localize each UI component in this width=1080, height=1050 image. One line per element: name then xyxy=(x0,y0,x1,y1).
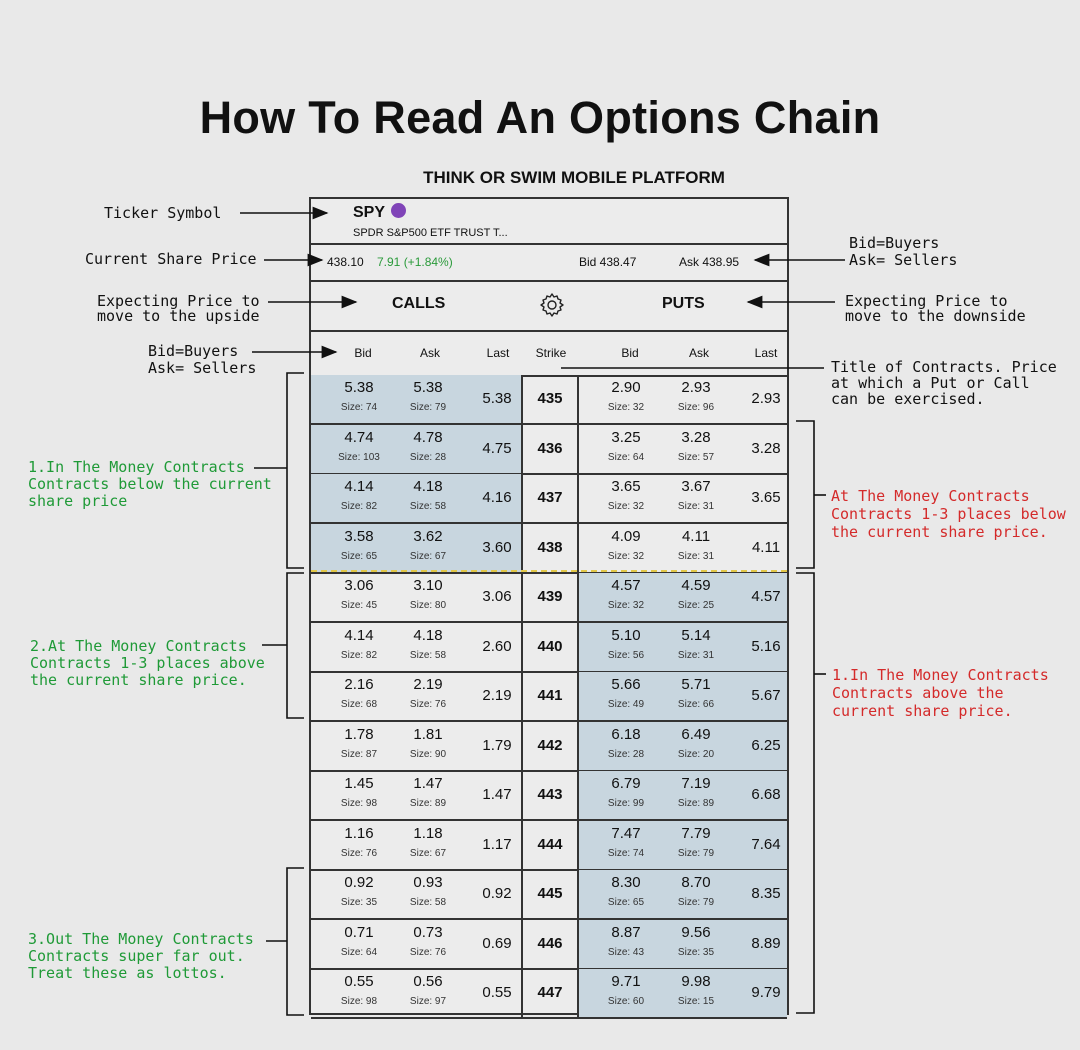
put-bid-size: Size: 56 xyxy=(607,649,645,661)
call-last: 3.60 xyxy=(482,538,512,556)
call-bid-size: Size: 87 xyxy=(340,748,378,760)
put-bid[interactable]: 8.87 xyxy=(611,923,641,941)
call-ask-size: Size: 97 xyxy=(409,996,447,1007)
call-ask[interactable]: 3.62 xyxy=(413,527,443,545)
strike-price: 436 xyxy=(537,439,563,457)
ticker-text: SPY xyxy=(353,204,386,221)
put-bid[interactable]: 3.25 xyxy=(611,428,641,446)
ask-quote: Ask 438.95 xyxy=(679,255,740,269)
put-ask[interactable]: 9.56 xyxy=(681,923,711,941)
put-last: 9.79 xyxy=(751,984,781,1001)
put-bid-size: Size: 32 xyxy=(607,501,645,512)
strike-price: 435 xyxy=(537,390,563,407)
put-bid-size: Size: 32 xyxy=(607,402,645,413)
put-bid[interactable]: 6.79 xyxy=(611,775,641,792)
put-ask[interactable]: 2.93 xyxy=(681,379,711,396)
col-call-ask: Ask xyxy=(419,346,440,360)
call-ask-size: Size: 79 xyxy=(409,402,447,413)
bid-quote: Bid 438.47 xyxy=(579,255,637,269)
put-last: 4.57 xyxy=(751,588,781,605)
col-call-last: Last xyxy=(486,346,510,360)
put-last: 4.11 xyxy=(751,538,781,556)
put-ask[interactable]: 7.79 xyxy=(681,824,711,842)
call-ask-size: Size: 58 xyxy=(409,649,447,661)
put-ask-size: Size: 31 xyxy=(677,550,715,562)
call-bid[interactable]: 3.06 xyxy=(344,577,374,594)
call-ask[interactable]: 5.38 xyxy=(413,379,443,396)
bracket-puts-itm xyxy=(796,573,814,1013)
call-last: 4.75 xyxy=(482,439,512,457)
call-ask[interactable]: 4.18 xyxy=(413,626,443,644)
call-ask[interactable]: 4.18 xyxy=(413,478,443,495)
put-ask[interactable]: 3.28 xyxy=(681,428,711,446)
col-put-bid: Bid xyxy=(621,346,639,360)
call-ask[interactable]: 1.18 xyxy=(413,824,443,842)
put-bid[interactable]: 8.30 xyxy=(611,874,641,891)
label-puts-atm-line2: Contracts 1-3 places below xyxy=(831,505,1066,523)
put-bid[interactable]: 5.66 xyxy=(611,676,641,693)
label-calls-atm-line3: the current share price. xyxy=(30,671,247,689)
bracket-calls-otm xyxy=(287,868,304,1015)
label-calls-atm-line1: 2.At The Money Contracts xyxy=(30,637,247,655)
call-bid-size: Size: 74 xyxy=(340,402,378,413)
put-last: 8.89 xyxy=(751,934,781,952)
bracket-calls-atm xyxy=(287,573,304,718)
call-ask-size: Size: 58 xyxy=(409,501,447,512)
strike-price: 442 xyxy=(537,736,563,754)
put-ask[interactable]: 5.71 xyxy=(681,676,711,693)
share-price: 438.10 xyxy=(327,255,364,269)
put-ask-size: Size: 15 xyxy=(677,996,715,1007)
calls-tab[interactable]: CALLS xyxy=(392,295,446,312)
label-puts-itm-line1: 1.In The Money Contracts xyxy=(832,666,1049,684)
call-bid-size: Size: 45 xyxy=(340,600,378,611)
put-last: 8.35 xyxy=(751,885,781,902)
platform-subtitle: THINK OR SWIM MOBILE PLATFORM xyxy=(423,168,725,187)
put-last: 6.68 xyxy=(751,786,781,803)
call-ask[interactable]: 1.47 xyxy=(413,775,443,792)
put-bid-size: Size: 28 xyxy=(607,748,645,760)
put-bid-size: Size: 65 xyxy=(607,897,645,908)
page-title: How To Read An Options Chain xyxy=(199,92,881,143)
call-last: 2.19 xyxy=(482,687,512,704)
put-last: 2.93 xyxy=(751,390,781,407)
put-last: 3.28 xyxy=(751,439,781,457)
ticker-fullname: SPDR S&P500 ETF TRUST T... xyxy=(353,227,508,239)
call-bid-size: Size: 98 xyxy=(340,798,378,809)
put-bid[interactable]: 7.47 xyxy=(611,824,641,842)
col-put-last: Last xyxy=(754,346,778,360)
call-ask-size: Size: 90 xyxy=(409,748,447,760)
puts-tab[interactable]: PUTS xyxy=(662,295,705,312)
call-bid-size: Size: 103 xyxy=(338,451,380,463)
call-bid[interactable]: 1.78 xyxy=(344,725,374,743)
price-change: 7.91 (+1.84%) xyxy=(377,255,453,269)
call-ask-size: Size: 67 xyxy=(409,550,447,562)
strike-price: 443 xyxy=(537,786,563,803)
label-upside-line1: Expecting Price to xyxy=(97,292,260,310)
label-downside-line1: Expecting Price to xyxy=(845,292,1008,310)
call-ask[interactable]: 4.78 xyxy=(413,428,443,446)
label-bid-ask-right-line2: Ask= Sellers xyxy=(849,251,958,269)
label-title-contracts-line2: at which a Put or Call xyxy=(831,374,1030,392)
call-bid[interactable]: 3.58 xyxy=(344,527,374,545)
call-bid-size: Size: 65 xyxy=(340,550,378,562)
put-bid-size: Size: 60 xyxy=(607,996,645,1007)
call-bid[interactable]: 1.16 xyxy=(344,824,374,842)
call-ask-size: Size: 67 xyxy=(409,847,447,859)
call-bid[interactable]: 4.14 xyxy=(344,626,374,644)
call-ask-size: Size: 76 xyxy=(409,699,447,710)
label-calls-otm-line1: 3.Out The Money Contracts xyxy=(28,930,254,948)
put-ask-size: Size: 20 xyxy=(677,748,715,760)
put-ask[interactable]: 4.59 xyxy=(681,577,711,594)
put-ask-size: Size: 66 xyxy=(677,699,715,710)
label-puts-itm-line3: current share price. xyxy=(832,702,1013,720)
call-ask[interactable]: 0.56 xyxy=(413,973,443,990)
strike-price: 447 xyxy=(537,984,563,1001)
call-ask-size: Size: 58 xyxy=(409,897,447,908)
call-bid-size: Size: 82 xyxy=(340,649,378,661)
label-bid-ask-right-line1: Bid=Buyers xyxy=(849,234,940,252)
call-bid-size: Size: 76 xyxy=(340,847,378,859)
put-ask[interactable]: 5.14 xyxy=(681,626,711,644)
strike-price: 446 xyxy=(537,934,563,952)
put-ask[interactable]: 4.11 xyxy=(681,527,711,545)
strike-price: 445 xyxy=(537,885,563,902)
call-bid[interactable]: 0.92 xyxy=(344,874,374,891)
label-bid-ask-left-line2: Ask= Sellers xyxy=(148,359,257,377)
put-bid[interactable]: 5.10 xyxy=(611,626,641,644)
put-last: 6.25 xyxy=(751,736,781,754)
label-calls-otm-line3: Treat these as lottos. xyxy=(28,964,227,982)
label-title-contracts-line1: Title of Contracts. Price xyxy=(831,358,1057,376)
call-last: 1.17 xyxy=(482,835,512,853)
label-upside-line2: move to the upside xyxy=(97,307,260,325)
call-bid[interactable]: 4.14 xyxy=(344,478,374,495)
put-bid-size: Size: 32 xyxy=(607,550,645,562)
call-ask[interactable]: 0.73 xyxy=(413,923,443,941)
call-bid[interactable]: 1.45 xyxy=(344,775,374,792)
call-last: 4.16 xyxy=(482,489,512,506)
bracket-puts-atm xyxy=(796,421,814,568)
put-bid[interactable]: 2.90 xyxy=(611,379,641,396)
label-calls-itm-line3: share price xyxy=(28,492,128,510)
call-ask-size: Size: 76 xyxy=(409,946,447,958)
label-calls-otm-line2: Contracts super far out. xyxy=(28,947,245,965)
label-ticker-symbol: Ticker Symbol xyxy=(104,204,222,222)
col-put-ask: Ask xyxy=(688,346,709,360)
put-ask-size: Size: 35 xyxy=(677,946,715,958)
put-last: 3.65 xyxy=(751,489,781,506)
put-last: 7.64 xyxy=(751,835,781,853)
label-calls-atm-line2: Contracts 1-3 places above xyxy=(30,654,265,672)
call-ask[interactable]: 2.19 xyxy=(413,676,443,693)
put-bid-size: Size: 32 xyxy=(607,600,645,611)
label-current-share-price: Current Share Price xyxy=(85,250,257,268)
label-puts-itm-line2: Contracts above the xyxy=(832,684,1004,702)
put-bid-size: Size: 49 xyxy=(607,699,645,710)
call-bid[interactable]: 5.38 xyxy=(344,379,374,396)
strike-price: 437 xyxy=(537,489,563,506)
call-bid-size: Size: 68 xyxy=(340,699,378,710)
call-ask-size: Size: 80 xyxy=(409,600,447,611)
call-last: 0.69 xyxy=(482,934,512,952)
put-ask[interactable]: 3.67 xyxy=(681,478,711,495)
strike-price: 439 xyxy=(537,588,563,605)
call-bid[interactable]: 0.71 xyxy=(344,923,374,941)
put-bid-size: Size: 99 xyxy=(607,798,645,809)
call-ask[interactable]: 3.10 xyxy=(413,577,443,594)
call-ask[interactable]: 1.81 xyxy=(413,725,443,743)
strike-price: 440 xyxy=(537,637,563,655)
put-last: 5.16 xyxy=(751,637,781,655)
put-ask[interactable]: 6.49 xyxy=(681,725,711,743)
call-last: 5.38 xyxy=(482,390,512,407)
put-bid-size: Size: 74 xyxy=(607,847,645,859)
put-ask-size: Size: 79 xyxy=(677,847,715,859)
call-bid[interactable]: 4.74 xyxy=(344,428,374,446)
label-bid-ask-left-line1: Bid=Buyers xyxy=(148,342,239,360)
put-bid-size: Size: 64 xyxy=(607,451,645,463)
call-last: 0.55 xyxy=(482,984,512,1001)
put-ask[interactable]: 8.70 xyxy=(681,874,711,891)
call-bid[interactable]: 2.16 xyxy=(344,676,374,693)
label-puts-atm-line1: At The Money Contracts xyxy=(831,487,1030,505)
label-title-contracts-line3: can be exercised. xyxy=(831,390,985,408)
put-bid[interactable]: 6.18 xyxy=(611,725,641,743)
strike-price: 441 xyxy=(537,687,563,704)
col-strike: Strike xyxy=(535,346,567,360)
call-bid-size: Size: 35 xyxy=(340,897,378,908)
put-ask-size: Size: 79 xyxy=(677,897,715,908)
put-ask-size: Size: 25 xyxy=(677,600,715,611)
put-ask-size: Size: 57 xyxy=(677,451,715,463)
put-bid-size: Size: 43 xyxy=(607,946,645,958)
put-ask-size: Size: 31 xyxy=(677,649,715,661)
col-call-bid: Bid xyxy=(354,346,372,360)
call-last: 0.92 xyxy=(482,885,512,902)
call-last: 1.79 xyxy=(482,736,512,754)
put-bid[interactable]: 3.65 xyxy=(611,478,641,495)
bracket-calls-itm xyxy=(287,373,304,568)
put-ask-size: Size: 96 xyxy=(677,402,715,413)
label-downside-line2: move to the downside xyxy=(845,307,1026,325)
strike-price: 438 xyxy=(537,538,563,556)
label-puts-atm-line3: the current share price. xyxy=(831,523,1048,541)
put-bid[interactable]: 9.71 xyxy=(611,973,641,990)
call-ask-size: Size: 28 xyxy=(409,451,447,463)
call-bid-size: Size: 82 xyxy=(340,501,378,512)
call-bid[interactable]: 0.55 xyxy=(344,973,374,990)
call-bid-size: Size: 98 xyxy=(340,996,378,1007)
put-last: 5.67 xyxy=(751,687,781,704)
put-ask-size: Size: 31 xyxy=(677,501,715,512)
put-bid[interactable]: 4.57 xyxy=(611,577,641,594)
call-last: 2.60 xyxy=(482,637,512,655)
strike-price: 444 xyxy=(537,835,563,853)
label-calls-itm-line2: Contracts below the current xyxy=(28,475,272,493)
put-ask[interactable]: 9.98 xyxy=(681,973,711,990)
put-ask[interactable]: 7.19 xyxy=(681,775,711,792)
call-ask-size: Size: 89 xyxy=(409,798,447,809)
call-bid-size: Size: 64 xyxy=(340,946,378,958)
call-last: 3.06 xyxy=(482,588,512,605)
put-bid[interactable]: 4.09 xyxy=(611,527,641,545)
put-ask-size: Size: 89 xyxy=(677,798,715,809)
label-calls-itm-line1: 1.In The Money Contracts xyxy=(28,458,245,476)
call-ask[interactable]: 0.93 xyxy=(413,874,443,891)
call-last: 1.47 xyxy=(482,786,512,803)
